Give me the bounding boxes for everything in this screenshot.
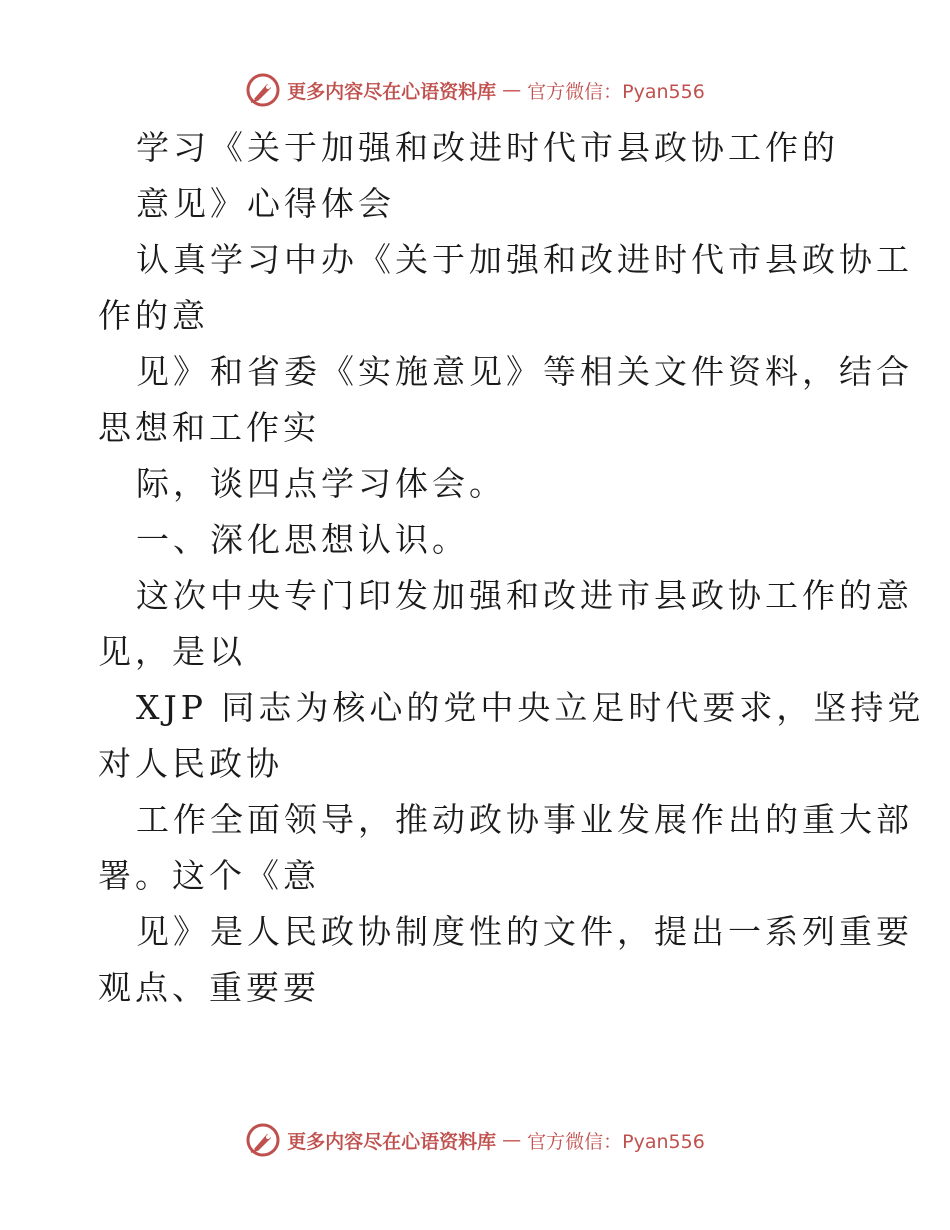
watermark-contact-text: 官方微信：Pyan556: [527, 1130, 705, 1153]
doc-text-line: 这次中央专门印发加强和改进市县政协工作的意: [136, 576, 913, 615]
doc-text-line: 认真学习中办《关于加强和改进时代市县政协工: [136, 240, 913, 279]
watermark-separator: —: [502, 79, 522, 101]
doc-text-line: 见，是以: [98, 632, 246, 671]
watermark-site-text: 更多内容尽在心语资料库: [287, 80, 497, 103]
watermark-separator: —: [502, 1129, 522, 1151]
doc-text-line: 对人民政协: [98, 744, 283, 783]
footer-watermark: [0, 1120, 950, 1160]
doc-text-line: 见》是人民政协制度性的文件，提出一系列重要: [136, 912, 913, 951]
doc-text-line: XJP 同志为核心的党中央立足时代要求，坚持党: [136, 688, 925, 727]
doc-text-line: 观点、重要要: [98, 968, 320, 1007]
pen-nib-logo-icon: [245, 72, 281, 108]
doc-text-line: 署。这个《意: [98, 856, 320, 895]
watermark-site-text: 更多内容尽在心语资料库: [287, 1130, 497, 1153]
doc-text-line: 思想和工作实: [98, 408, 320, 447]
watermark-contact-text: 官方微信：Pyan556: [527, 80, 705, 103]
pen-nib-logo-icon: [245, 1122, 281, 1158]
doc-title-line-1: 学习《关于加强和改进时代市县政协工作的: [136, 128, 839, 167]
doc-text-line: 作的意: [98, 296, 209, 335]
doc-title-line-2: 意见》心得体会: [136, 184, 395, 223]
header-watermark: [0, 70, 950, 110]
document-body: [98, 120, 925, 1016]
doc-section-heading: 一、深化思想认识。: [136, 520, 469, 559]
doc-text-line: 见》和省委《实施意见》等相关文件资料，结合: [136, 352, 913, 391]
doc-text-line: 际，谈四点学习体会。: [136, 464, 506, 503]
doc-text-line: 工作全面领导，推动政协事业发展作出的重大部: [136, 800, 913, 839]
